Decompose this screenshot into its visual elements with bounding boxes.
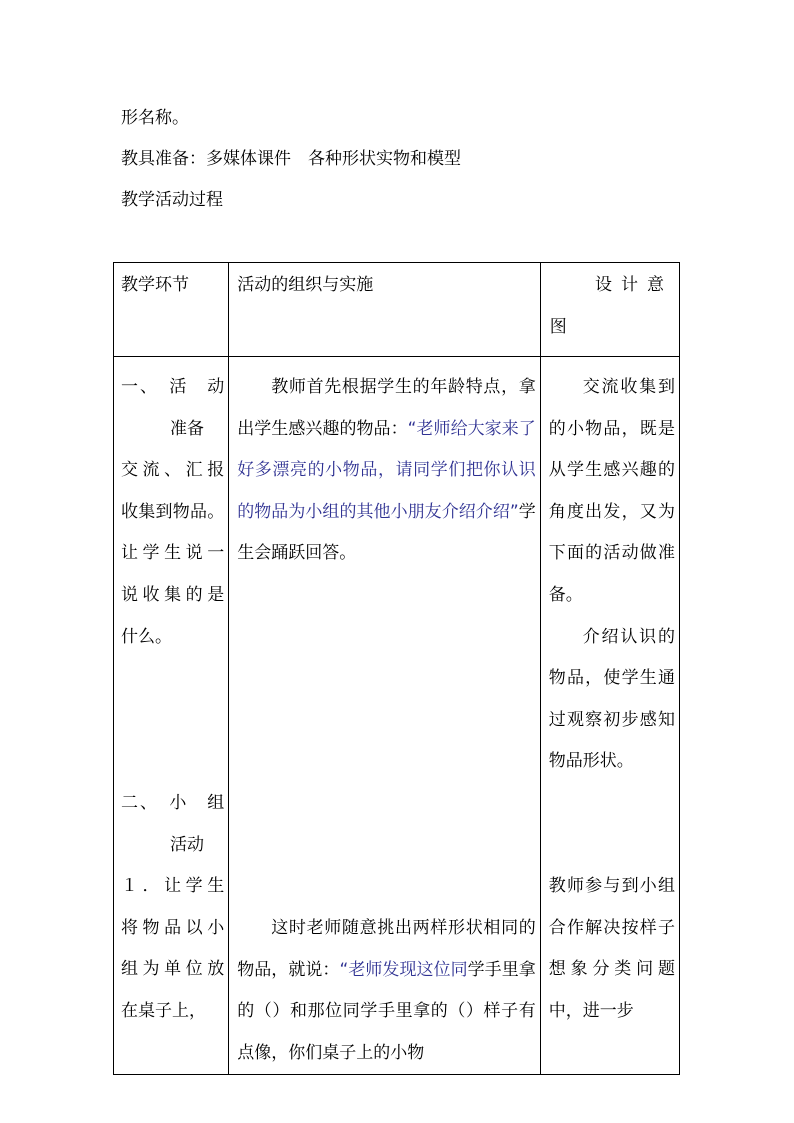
table-header-row <box>114 263 680 357</box>
header-design-intent: 设计意 图 <box>540 263 679 357</box>
intro-line-3: 教学活动过程 <box>121 190 223 210</box>
teaching-step-cell: 一、 活 动 准备 交流、汇报 收集到物品。 让学生说一 说收集的是 什么。 二、 小 组 活动 １．让学生 将物品以小 组为单位放 在桌子上， <box>114 357 229 1075</box>
design-intent-cell <box>540 357 679 1075</box>
activity-cell <box>229 357 541 1075</box>
intent-paragraph-2: 介绍认识的物品，使学生通过观察初步感知物品形状。 <box>548 626 675 772</box>
section-2-subtitle: 活动 <box>170 834 204 855</box>
header-teaching-step: 教学环节 <box>114 263 229 357</box>
section-1-title: 一、 活 动 <box>121 377 225 397</box>
section-1-subtitle: 准备 <box>170 418 204 439</box>
intent-paragraph-1: 交流收集到的小物品，既是从学生感兴趣的角度出发，又为下面的活动做准备。 <box>548 377 675 605</box>
intent-paragraph-3: 教师参与到小组合作解决按样子想象分类问题中，进一步 <box>548 876 675 1021</box>
lesson-plan-table <box>113 262 680 1075</box>
intro-line-1: 形名称。 <box>121 108 189 128</box>
header-activity: 活动的组织与实施 <box>229 263 541 357</box>
activity-paragraph-1: 教师首先根据学生的年龄特点，拿出学生感兴趣的物品：“老师给大家来了好多漂亮的小物品，请同学们把你认识的物品为小组的其他小朋友介绍介绍”学生会踊跃回答。 <box>237 377 536 564</box>
activity-paragraph-2: 这时老师随意挑出两样形状相同的物品，就说：“老师发现这位同学手里拿的（）和那位同学手里拿的（）样子有点像，你们桌子上的小物 <box>237 917 536 1063</box>
table-body-row <box>114 357 680 1075</box>
intro-line-2: 教具准备：多媒体课件 各种形状实物和模型 <box>121 149 461 169</box>
section-2-title: 二、 小 组 <box>121 792 225 813</box>
